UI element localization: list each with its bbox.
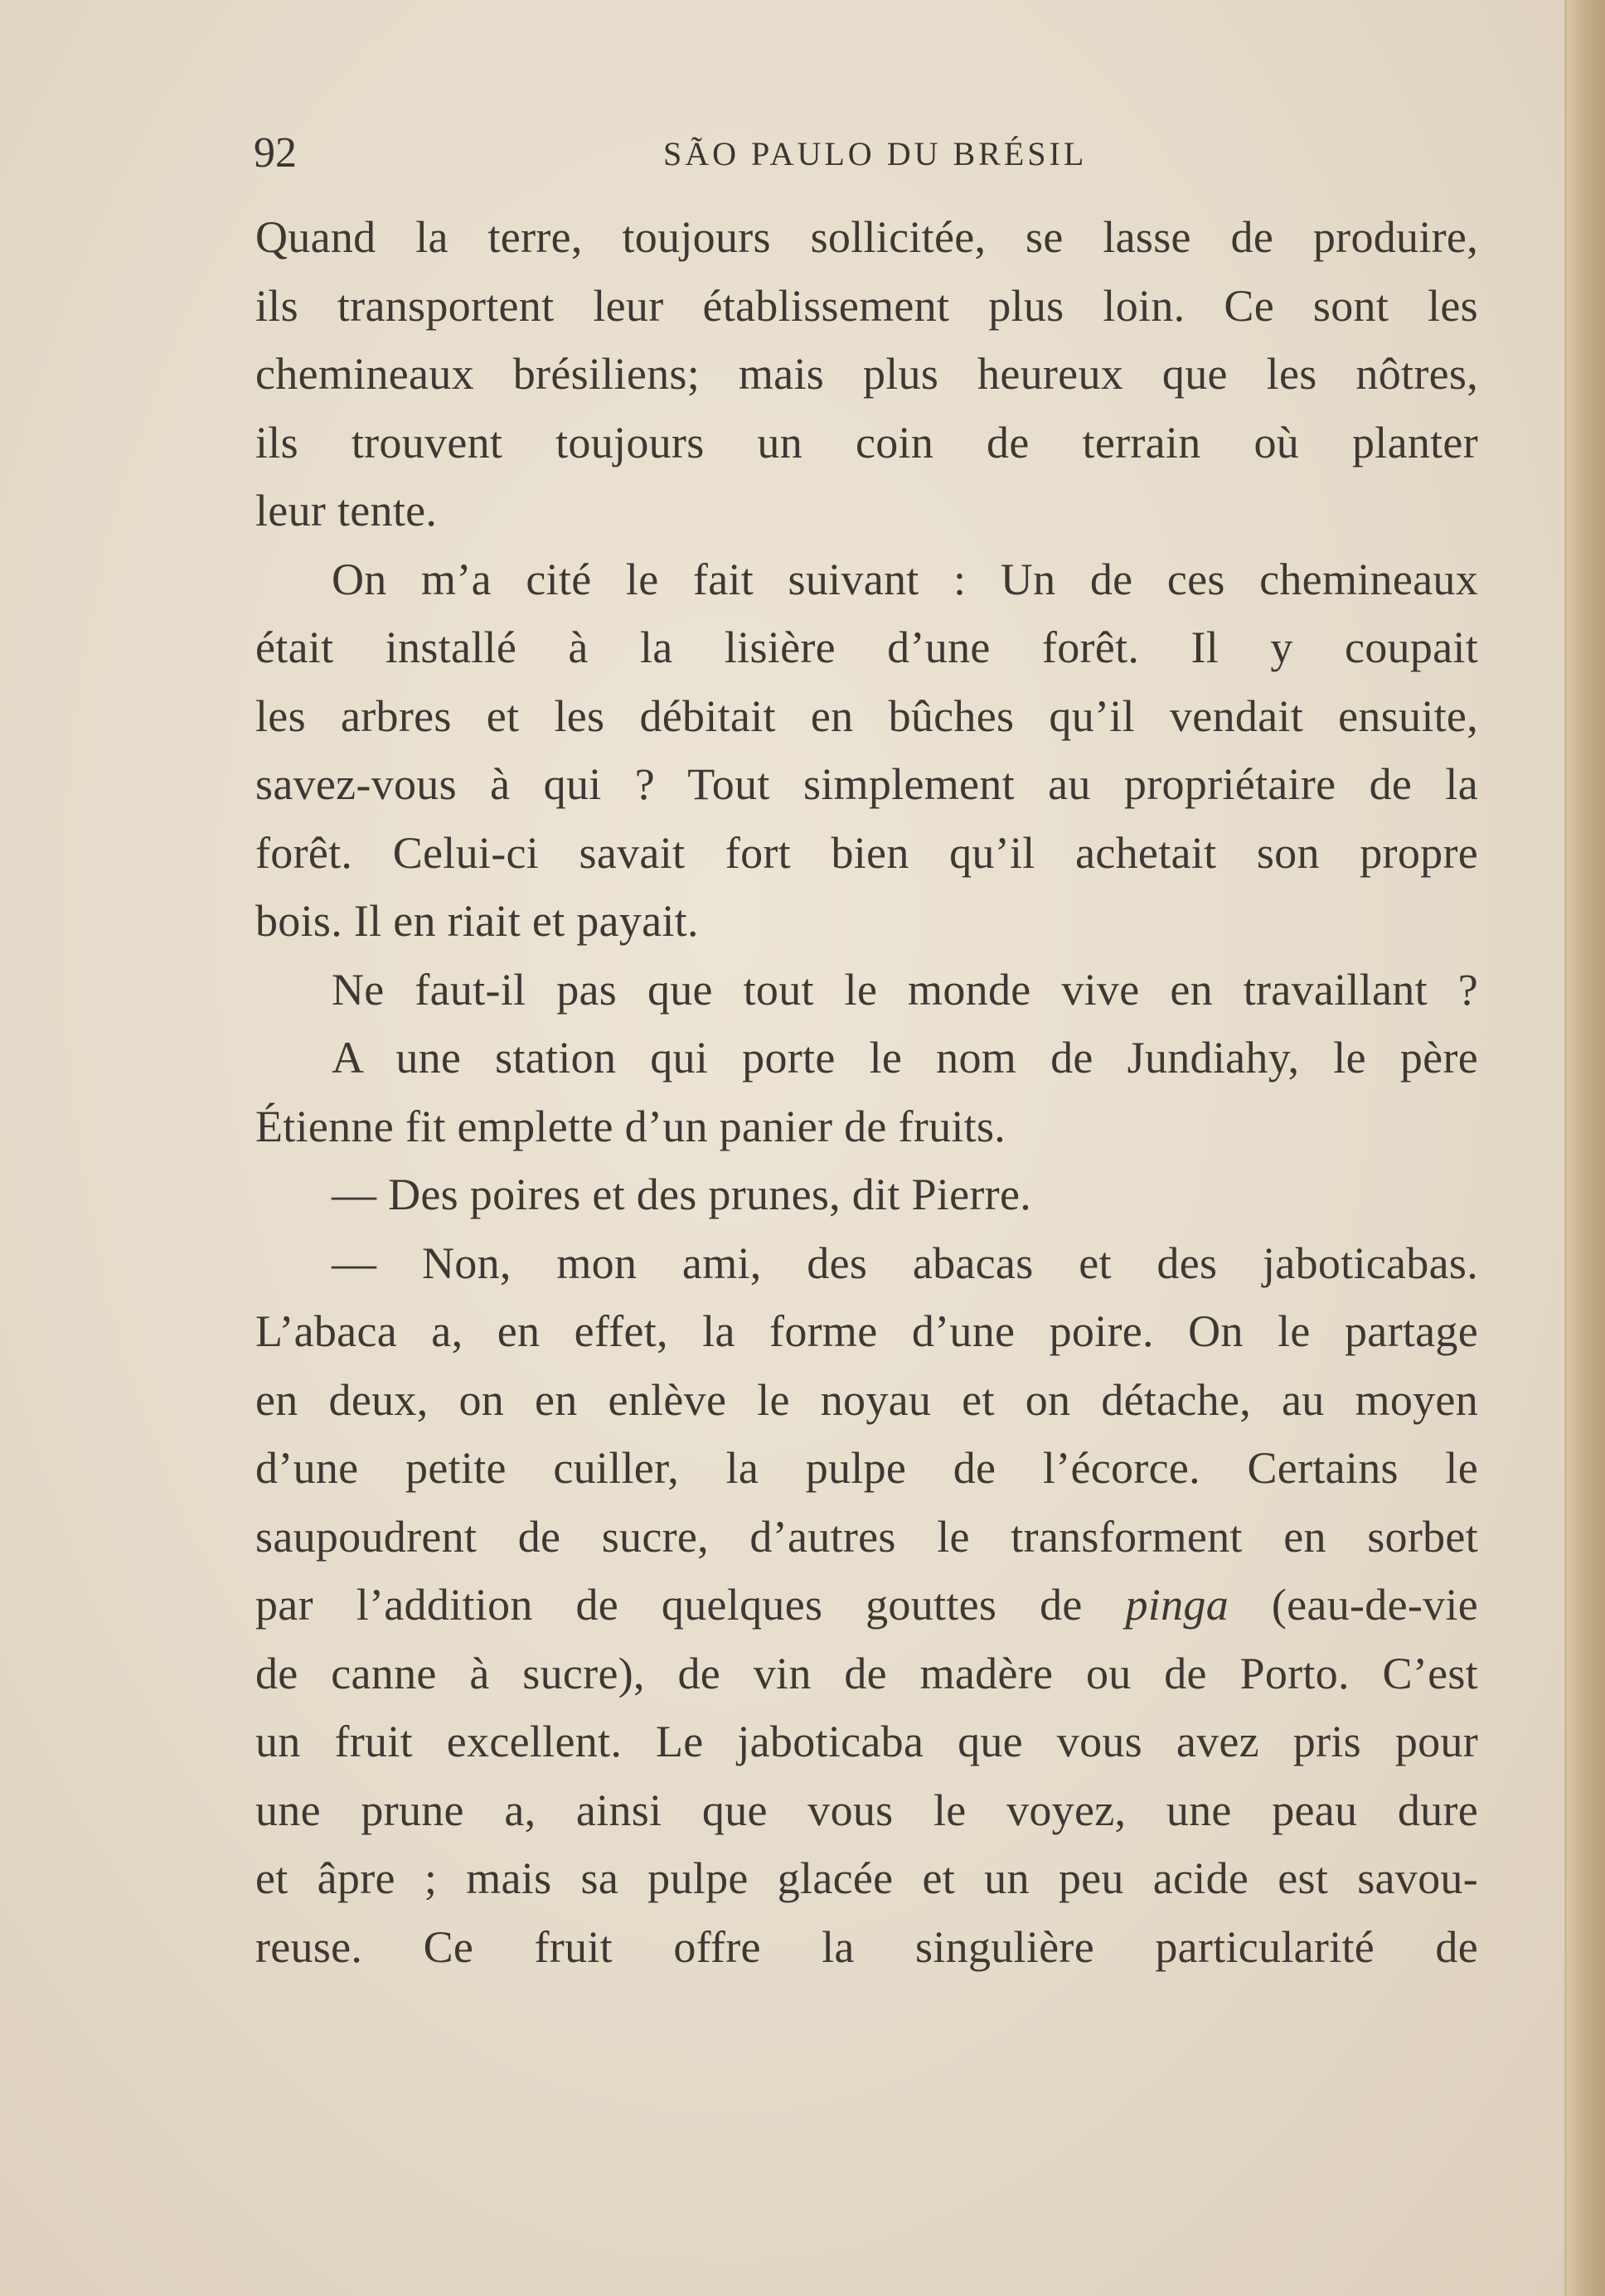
text-line-with-italic — [255, 1571, 1478, 1640]
page-header — [249, 124, 1476, 182]
text-line: une prune a, ainsi que vous le voyez, une peau dure — [255, 1785, 1478, 1835]
text-line: saupoudrent de sucre, d’autres le transforment en sorbet — [255, 1511, 1478, 1562]
text-line: Quand la terre, toujours sollicitée, se lasse de produire, — [255, 212, 1478, 262]
page-edge — [1567, 0, 1605, 2296]
text-line: bois. Il en riait et payait. — [255, 896, 699, 946]
text-line: leur tente. — [255, 486, 438, 535]
text-line: ils transportent leur établissement plus loin. Ce sont les — [255, 280, 1478, 331]
text-line: L’abaca a, en effet, la forme d’une poire. On le partage — [255, 1306, 1478, 1356]
text-line: — Des poires et des prunes, dit Pierre. — [332, 1170, 1032, 1219]
text-line: A une station qui porte le nom de Jundiahy, le père — [332, 1033, 1478, 1083]
text-line: Étienne fit emplette d’un panier de fruits. — [255, 1101, 1006, 1151]
italic-term: pinga — [1125, 1580, 1229, 1630]
text-line: reuse. Ce fruit offre la singulière particularité de — [255, 1921, 1478, 1972]
text-line: d’une petite cuiller, la pulpe de l’écorce. Certains le — [255, 1443, 1478, 1493]
text-line: savez-vous à qui ? Tout simplement au propriétaire de la — [255, 759, 1478, 809]
text-line: Ne faut-il pas que tout le monde vive en travaillant ? — [332, 964, 1478, 1015]
text-line: ils trouvent toujours un coin de terrain où planter — [255, 417, 1478, 467]
text-line: — Non, mon ami, des abacas et des jaboticabas. — [332, 1238, 1478, 1288]
text-line: était installé à la lisière d’une forêt. Il y coupait — [255, 622, 1478, 672]
body-text — [255, 203, 1478, 1981]
text-line: et âpre ; mais sa pulpe glacée et un peu acide est savou- — [255, 1853, 1478, 1903]
text-line: les arbres et les débitait en bûches qu’il vendait ensuite, — [255, 690, 1478, 741]
text-line: On m’a cité le fait suivant : Un de ces chemineaux — [332, 554, 1478, 604]
page-number: 92 — [254, 129, 297, 177]
text-segment: (eau-de-vie — [1271, 1580, 1478, 1630]
text-line: de canne à sucre), de vin de madère ou de Porto. C’est — [255, 1648, 1478, 1698]
text-line: en deux, on en enlève le noyau et on détache, au moyen — [255, 1374, 1478, 1425]
text-line: chemineaux brésiliens; mais plus heureux que les nôtres, — [255, 349, 1478, 399]
text-line: un fruit excellent. Le jaboticaba que vous avez pris pour — [255, 1717, 1478, 1766]
text-segment: par l’addition de quelques gouttes de — [255, 1580, 1083, 1630]
running-title: SÃO PAULO DU BRÉSIL — [663, 135, 1088, 172]
text-line: forêt. Celui-ci savait fort bien qu’il achetait son propre — [255, 827, 1478, 878]
